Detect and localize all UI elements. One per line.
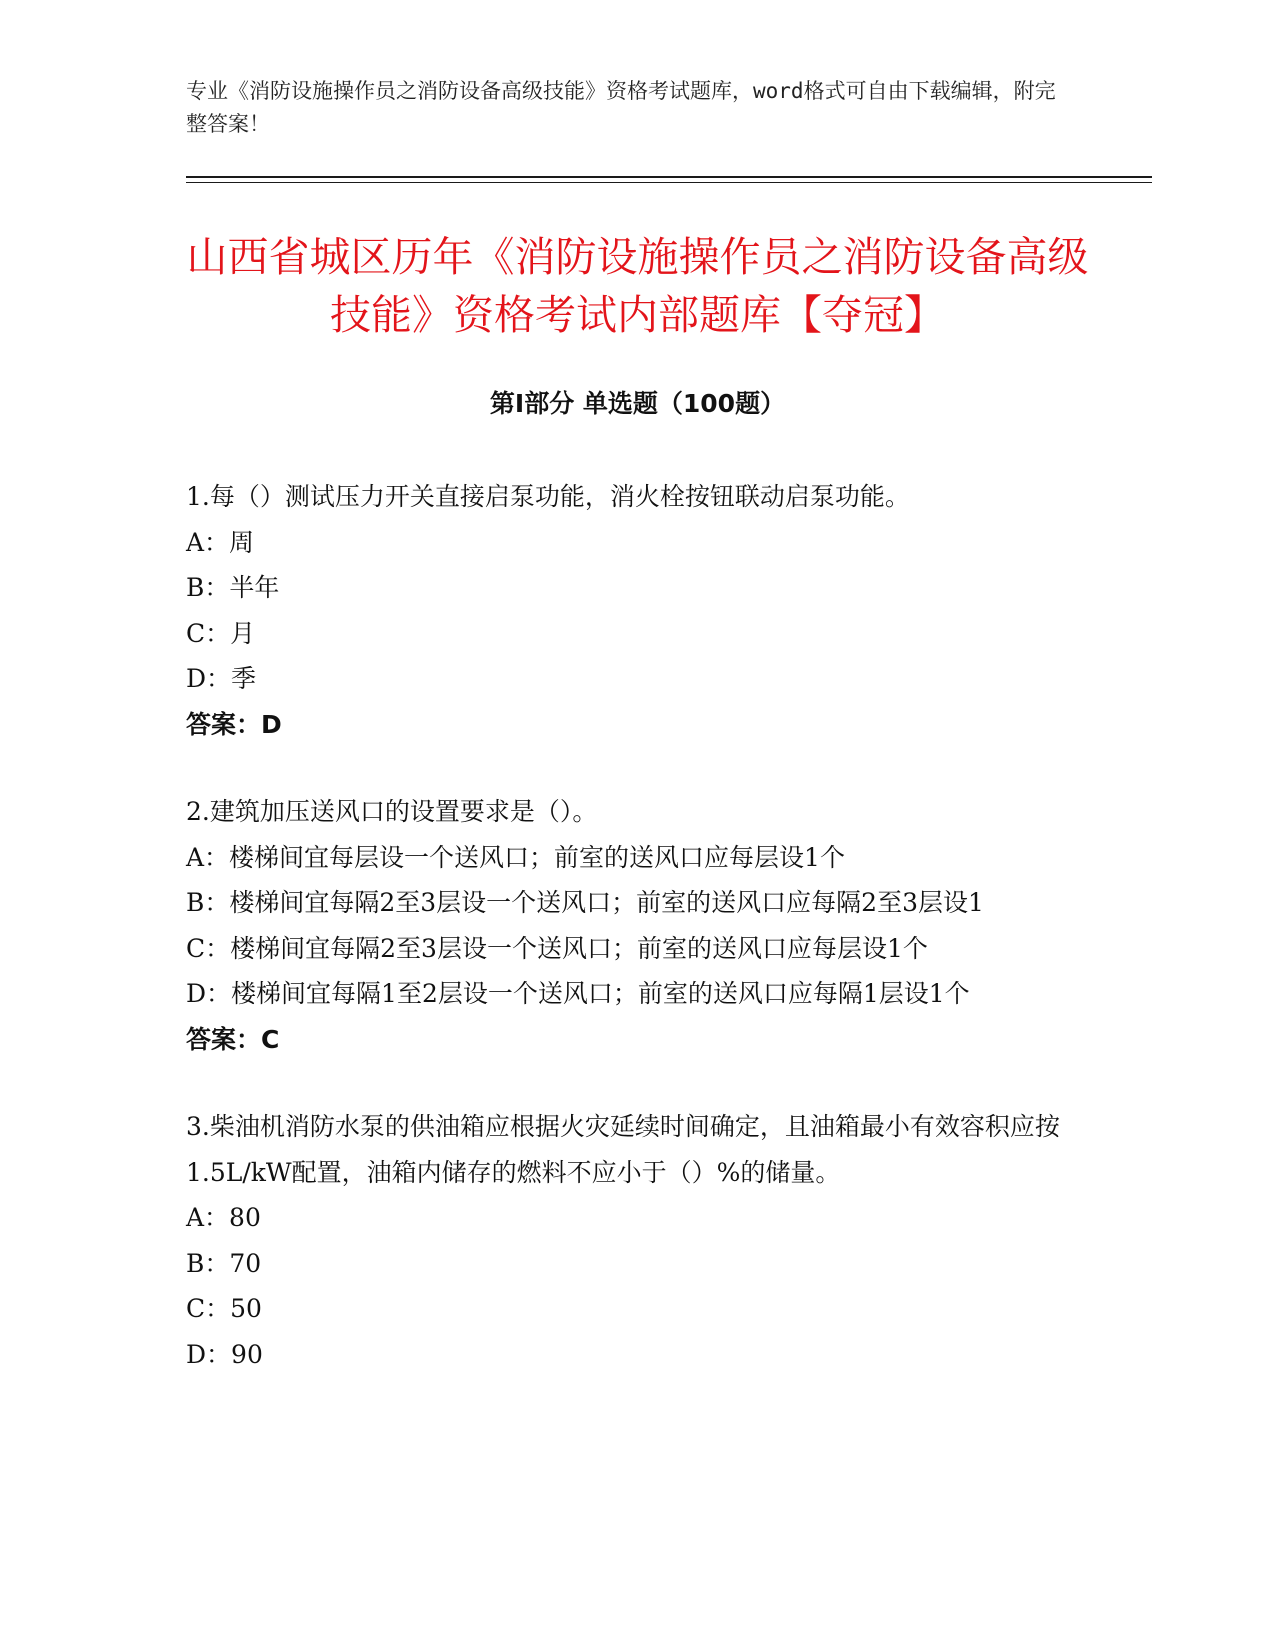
option-a: A：80 xyxy=(186,1203,261,1232)
option-a: A：楼梯间宜每层设一个送风口；前室的送风口应每层设1个 xyxy=(186,842,845,872)
header-divider-thick xyxy=(186,176,1152,178)
question-3 xyxy=(186,1104,1066,1377)
question-2 xyxy=(186,789,1066,1062)
answer-label: 答案：C xyxy=(186,1024,280,1054)
question-1 xyxy=(186,474,1066,747)
option-c: C：50 xyxy=(186,1294,262,1323)
section-title: 第Ⅰ部分 单选题（100题） xyxy=(489,389,786,418)
question-stem: 3.柴油机消防水泵的供油箱应根据火灾延续时间确定，且油箱最小有效容积应按1.5L/kW配置，油箱内储存的燃料不应小于（）%的储量。 xyxy=(186,1112,1060,1187)
option-a: A：周 xyxy=(186,527,255,557)
document-title: 山西省城区历年《消防设施操作员之消防设备高级技能》资格考试内部题库【夺冠】 xyxy=(186,233,1089,339)
question-stem: 2.建筑加压送风口的设置要求是（）。 xyxy=(186,797,598,826)
option-b: B：楼梯间宜每隔2至3层设一个送风口；前室的送风口应每隔2至3层设1 xyxy=(186,888,984,917)
option-b: B：70 xyxy=(186,1248,262,1278)
option-d: D：90 xyxy=(186,1339,263,1369)
header-divider-thin xyxy=(186,182,1152,183)
option-c: C：月 xyxy=(186,618,256,648)
header-note: 专业《消防设施操作员之消防设备高级技能》资格考试题库，word格式可自由下载编辑，附完整答案！ xyxy=(186,79,1056,136)
question-list xyxy=(186,474,1066,1419)
question-stem: 1.每（）测试压力开关直接启泵功能，消火栓按钮联动启泵功能。 xyxy=(186,482,910,511)
option-d: D：季 xyxy=(186,664,257,693)
answer-label: 答案：D xyxy=(186,709,282,739)
option-d: D：楼梯间宜每隔1至2层设一个送风口；前室的送风口应每隔1层设1个 xyxy=(186,979,970,1008)
option-c: C：楼梯间宜每隔2至3层设一个送风口；前室的送风口应每层设1个 xyxy=(186,933,928,963)
option-b: B：半年 xyxy=(186,573,280,602)
